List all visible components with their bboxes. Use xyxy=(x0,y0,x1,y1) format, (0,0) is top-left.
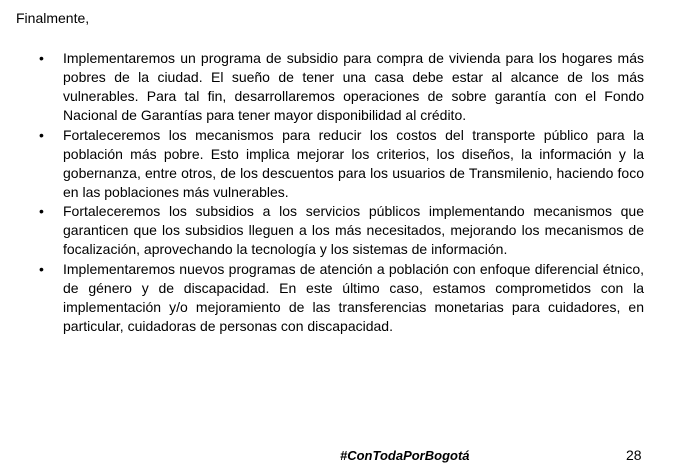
bullet-text: Implementaremos nuevos programas de atención a población con enfoque diferencial étnico, de género y de discapacidad. En este último caso, estamos comprometidos con la implementación y/o mejoramiento de las transferencias monetarias para cuidadores, en particular, cuidadoras de personas con discapacidad. xyxy=(63,260,644,334)
list-item xyxy=(36,49,644,125)
bullet-icon: • xyxy=(39,260,44,277)
footer-hashtag: #ConTodaPorBogotá xyxy=(340,448,470,463)
page-number: 28 xyxy=(626,447,642,463)
bullet-text: Fortaleceremos los subsidios a los servicios públicos implementando mecanismos que garanticen que los subsidios lleguen a los más necesitados, mejorando los mecanismos de focalización, aprovechando la tecnología y los sistemas de información. xyxy=(63,203,644,257)
bullet-text: Implementaremos un programa de subsidio para compra de vivienda para los hogares más pobres de la ciudad. El sueño de tener una casa debe estar al alcance de los más vulnerables. Para tal fin, desarrollaremos operaciones de sobre garantía con el Fondo Nacional de Garantías para tener mayor disponibilidad al crédito. xyxy=(63,50,644,123)
list-item xyxy=(36,202,644,259)
bullet-text: Fortaleceremos los mecanismos para reducir los costos del transporte público para la población más pobre. Esto implica mejorar los criterios, los diseños, la información y la gobernanza, entre otros, de los descuentos para los usuarios de Transmilenio, haciendo foco en las poblaciones más vulnerables. xyxy=(63,126,644,200)
bullet-icon: • xyxy=(39,203,44,219)
bullet-list xyxy=(36,49,644,336)
list-item xyxy=(36,126,644,202)
bullet-icon: • xyxy=(39,126,44,143)
list-item xyxy=(36,260,644,336)
bullet-icon: • xyxy=(39,50,44,66)
intro-text: Finalmente, xyxy=(16,10,90,26)
